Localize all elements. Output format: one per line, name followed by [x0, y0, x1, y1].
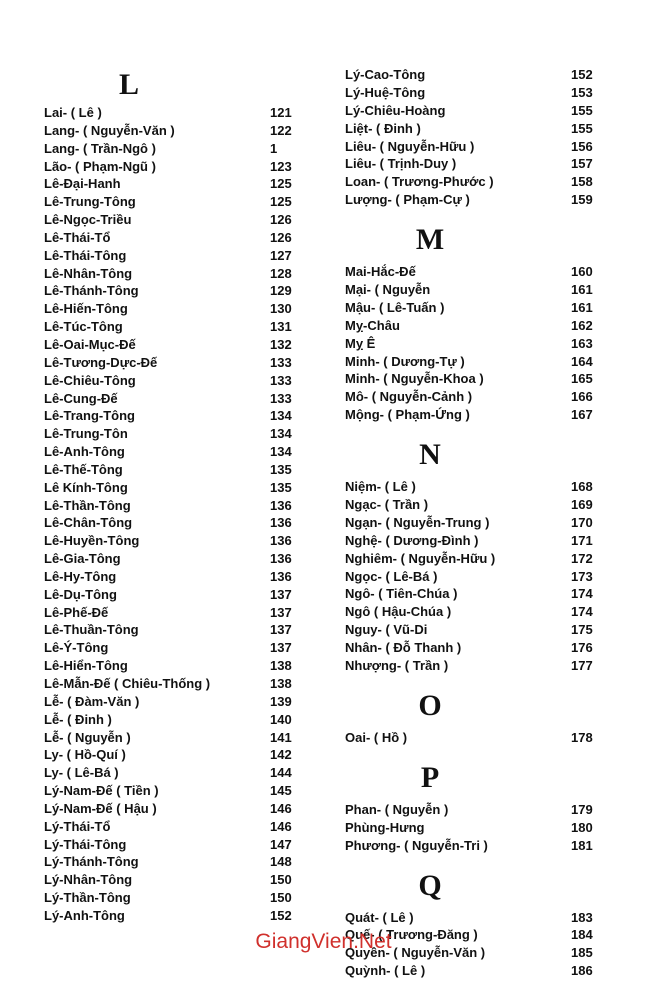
index-entry — [44, 550, 306, 568]
entry-page-number: 139 — [270, 693, 292, 709]
entry-name: Ngọc- ( Lê-Bá ) — [345, 568, 438, 584]
index-entry — [345, 585, 607, 603]
entry-name: Lê-Huyền-Tông — [44, 533, 140, 549]
section-letter-n: N — [419, 438, 441, 472]
index-entry — [345, 406, 607, 424]
index-entry — [345, 335, 607, 353]
entry-name: Minh- ( Nguyễn-Khoa ) — [345, 371, 484, 387]
index-entry — [345, 478, 607, 496]
entry-page-number: 155 — [571, 102, 593, 118]
entry-name: Lý-Thánh-Tông — [44, 854, 139, 870]
entry-name: Nhượng- ( Trần ) — [345, 658, 449, 674]
index-entry — [44, 657, 306, 675]
entry-name: Lê-Thái-Tổ — [44, 229, 111, 245]
entry-page-number: 145 — [270, 783, 292, 799]
index-entry — [345, 962, 607, 980]
entry-name: Quỳnh- ( Lê ) — [345, 963, 426, 979]
entry-page-number: 136 — [270, 551, 292, 567]
section-letter-q: Q — [418, 868, 442, 902]
entry-page-number: 161 — [571, 282, 593, 298]
entry-page-number: 159 — [571, 192, 593, 208]
entry-page-number: 136 — [270, 568, 292, 584]
index-entry — [44, 889, 306, 907]
entry-page-number: 135 — [270, 479, 292, 495]
entry-name: Lê-Thái-Tông — [44, 247, 127, 263]
entry-page-number: 153 — [571, 84, 593, 100]
entry-page-number: 136 — [270, 533, 292, 549]
entry-page-number: 168 — [571, 479, 593, 495]
entry-page-number: 135 — [270, 461, 292, 477]
entry-page-number: 172 — [571, 550, 593, 566]
entry-name: Lượng- ( Phạm-Cự ) — [345, 192, 470, 208]
entry-page-number: 164 — [571, 353, 593, 369]
index-entry — [44, 318, 306, 336]
entry-page-number: 146 — [270, 818, 292, 834]
entry-page-number: 170 — [571, 514, 593, 530]
entry-name: Mỵ-Châu — [345, 317, 400, 333]
entry-page-number: 166 — [571, 389, 593, 405]
entry-name: Lý-Thái-Tông — [44, 836, 127, 852]
entry-name: Lê-Dụ-Tông — [44, 586, 117, 602]
entry-page-number: 165 — [571, 371, 593, 387]
entry-name: Ngô- ( Tiên-Chúa ) — [345, 586, 458, 602]
entry-name: Lê-Mẫn-Đế ( Chiêu-Thống ) — [44, 676, 211, 691]
entry-name: Phan- ( Nguyễn ) — [345, 801, 449, 817]
entry-page-number: 142 — [270, 747, 292, 763]
index-entry — [44, 461, 306, 479]
entry-page-number: 127 — [270, 247, 292, 263]
entry-name: Lê-Thế-Tông — [44, 461, 123, 477]
entry-page-number: 1 — [270, 140, 278, 156]
entry-page-number: 134 — [270, 444, 292, 460]
index-entry — [345, 155, 607, 173]
index-entry — [44, 282, 306, 300]
index-entry — [345, 801, 607, 819]
entry-name: Lê-Anh-Tông — [44, 444, 125, 460]
entry-page-number: 121 — [270, 105, 292, 120]
index-entry — [345, 388, 607, 406]
index-entry — [345, 603, 607, 621]
entry-page-number: 122 — [270, 122, 292, 138]
entry-name: Quát- ( Lê ) — [345, 909, 414, 925]
entry-name: Lê-Thuần-Tông — [44, 622, 139, 638]
entry-page-number: 126 — [270, 229, 292, 245]
index-entry — [44, 193, 306, 211]
watermark-text: GiangVien.Net — [255, 930, 392, 953]
entry-page-number: 125 — [270, 176, 292, 192]
entry-name: Lang- ( Nguyễn-Văn ) — [44, 122, 175, 138]
entry-page-number: 130 — [270, 301, 292, 317]
entry-name: Ly- ( Hồ-Quí ) — [44, 747, 126, 763]
entry-name: Lê-Hiến-Tông — [44, 301, 128, 317]
index-entry — [44, 443, 306, 461]
entry-name: Nghệ- ( Dương-Đình ) — [345, 532, 479, 548]
index-entry — [44, 300, 306, 318]
entry-name: Nhân- ( Đỗ Thanh ) — [345, 640, 462, 656]
index-entry — [44, 336, 306, 354]
entry-name: Lê-Đại-Hanh — [44, 176, 121, 192]
entry-name: Nghiêm- ( Nguyễn-Hữu ) — [345, 550, 496, 566]
entry-name: Phương- ( Nguyễn-Tri ) — [345, 837, 488, 853]
entry-name: Lê-Trang-Tông — [44, 408, 135, 424]
index-entry — [345, 66, 607, 84]
entry-page-number: 186 — [571, 963, 593, 979]
entry-page-number: 150 — [270, 872, 292, 888]
entry-name: Mô- ( Nguyễn-Cảnh ) — [345, 389, 473, 405]
entry-name: Oai- ( Hồ ) — [345, 729, 408, 745]
entry-name: Loan- ( Trương-Phước ) — [345, 174, 494, 190]
index-entry — [345, 353, 607, 371]
entry-page-number: 160 — [571, 264, 593, 280]
entry-name: Lê Kính-Tông — [44, 479, 128, 495]
index-entry — [345, 299, 607, 317]
entry-name: Lý-Thái-Tổ — [44, 818, 111, 834]
index-column-left — [44, 66, 306, 925]
entry-name: Ngô ( Hậu-Chúa ) — [345, 604, 452, 620]
entry-page-number: 140 — [270, 711, 292, 727]
entry-page-number: 134 — [270, 408, 292, 424]
entry-page-number: 137 — [270, 640, 292, 656]
index-entry — [345, 317, 607, 335]
entry-page-number: 178 — [571, 729, 593, 745]
index-entry — [44, 229, 306, 247]
index-entry — [345, 263, 607, 281]
entry-name: Lê-Gia-Tông — [44, 551, 121, 567]
entry-page-number: 146 — [270, 800, 292, 816]
index-entry — [345, 532, 607, 550]
entry-page-number: 185 — [571, 945, 593, 961]
entry-page-number: 156 — [571, 138, 593, 154]
entry-page-number: 157 — [571, 156, 593, 172]
index-entry — [44, 586, 306, 604]
index-entry — [44, 604, 306, 622]
entry-name: Lý-Huệ-Tông — [345, 84, 426, 100]
entry-page-number: 131 — [270, 319, 292, 335]
section-letter-o: O — [418, 688, 442, 722]
index-entry — [44, 354, 306, 372]
entry-name: Lê-Trung-Tôn — [44, 426, 128, 442]
entry-name: Lê-Trung-Tông — [44, 194, 136, 210]
entry-name: Lê-Cung-Đế — [44, 390, 118, 406]
index-entry — [44, 211, 306, 229]
index-entry — [44, 907, 306, 925]
entry-page-number: 184 — [571, 927, 593, 943]
entry-page-number: 152 — [571, 67, 593, 82]
index-entry — [44, 104, 306, 122]
index-entry — [44, 800, 306, 818]
entry-page-number: 137 — [270, 622, 292, 638]
index-entry — [44, 836, 306, 854]
entry-page-number: 167 — [571, 407, 593, 423]
entry-name: Lê-Ngọc-Triều — [44, 212, 132, 228]
entry-name: Mỵ Ê — [345, 335, 376, 351]
entry-name: Lê-Túc-Tông — [44, 319, 123, 335]
index-entry — [345, 191, 607, 209]
index-entry — [44, 140, 306, 158]
entry-page-number: 152 — [270, 907, 292, 923]
index-entry — [44, 818, 306, 836]
index-entry — [44, 853, 306, 871]
entry-name: Ly- ( Lê-Bá ) — [44, 765, 119, 781]
index-entry — [345, 729, 607, 747]
entry-name: Lý-Nam-Đế ( Tiền ) — [44, 783, 159, 799]
entry-name: Mại- ( Nguyễn — [345, 282, 431, 298]
entry-name: Lang- ( Trần-Ngô ) — [44, 140, 156, 156]
entry-page-number: 136 — [270, 497, 292, 513]
entry-name: Lê-Nhân-Tông — [44, 265, 133, 281]
entry-name: Ngạc- ( Trần ) — [345, 497, 429, 513]
entry-page-number: 175 — [571, 622, 593, 638]
entry-page-number: 137 — [270, 604, 292, 620]
entry-page-number: 138 — [270, 658, 292, 674]
index-entry — [345, 837, 607, 855]
entry-page-number: 134 — [270, 426, 292, 442]
entry-page-number: 150 — [270, 890, 292, 906]
entry-page-number: 174 — [571, 604, 593, 620]
index-entry — [44, 711, 306, 729]
index-entry — [44, 390, 306, 408]
entry-page-number: 138 — [270, 676, 292, 691]
entry-name: Phùng-Hưng — [345, 819, 425, 835]
entry-page-number: 125 — [270, 194, 292, 210]
entry-name: Lê-Chân-Tông — [44, 515, 133, 531]
index-entry — [345, 370, 607, 388]
entry-name: Mậu- ( Lê-Tuấn ) — [345, 299, 445, 315]
index-entry — [44, 568, 306, 586]
entry-page-number: 141 — [270, 729, 292, 745]
entry-name: Lê-Tương-Dực-Đế — [44, 354, 158, 370]
entry-name: Niệm- ( Lê ) — [345, 479, 416, 495]
entry-name: Lễ- ( Đinh ) — [44, 711, 112, 727]
entry-page-number: 129 — [270, 283, 292, 299]
entry-name: Lễ- ( Nguyễn ) — [44, 729, 131, 745]
entry-name: Lý-Cao-Tông — [345, 67, 426, 82]
entry-name: Mộng- ( Phạm-Ứng ) — [345, 407, 470, 423]
entry-name: Quyền- ( Nguyễn-Văn ) — [345, 945, 486, 961]
entry-name: Lão- ( Phạm-Ngũ ) — [44, 158, 156, 174]
entry-page-number: 180 — [571, 819, 593, 835]
index-entry — [345, 173, 607, 191]
entry-page-number: 128 — [270, 265, 292, 281]
entry-name: Quế- ( Trương-Đăng ) — [345, 927, 478, 943]
entry-name: Lý-Anh-Tông — [44, 907, 125, 923]
entry-page-number: 174 — [571, 586, 593, 602]
entry-name: Liêu- ( Trịnh-Duy ) — [345, 156, 457, 172]
entry-page-number: 136 — [270, 515, 292, 531]
entry-name: Mai-Hắc-Đế — [345, 264, 416, 280]
index-entry — [44, 497, 306, 515]
entry-page-number: 123 — [270, 158, 292, 174]
entry-name: Minh- ( Dương-Tự ) — [345, 353, 465, 369]
entry-name: Lê-Hy-Tông — [44, 568, 117, 584]
index-entry — [44, 764, 306, 782]
entry-page-number: 147 — [270, 836, 292, 852]
index-entry — [345, 819, 607, 837]
index-entry — [44, 514, 306, 532]
index-entry — [44, 372, 306, 390]
index-entry — [345, 550, 607, 568]
entry-name: Lê-Phế-Đế — [44, 604, 109, 620]
index-entry — [44, 247, 306, 265]
entry-page-number: 148 — [270, 854, 292, 870]
section-letter-p: P — [420, 760, 440, 794]
entry-page-number: 133 — [270, 354, 292, 370]
entry-name: Lý-Nam-Đế ( Hậu ) — [44, 800, 157, 816]
entry-name: Lê-Ý-Tông — [44, 640, 109, 656]
entry-page-number: 155 — [571, 120, 593, 136]
index-entry — [44, 175, 306, 193]
index-entry — [345, 102, 607, 120]
index-entry — [44, 158, 306, 176]
index-entry — [44, 729, 306, 747]
entry-page-number: 173 — [571, 568, 593, 584]
index-entry — [345, 621, 607, 639]
section-letter-m: M — [415, 223, 445, 257]
entry-name: Liêu- ( Nguyễn-Hữu ) — [345, 138, 475, 154]
entry-name: Lý-Chiêu-Hoàng — [345, 102, 446, 118]
entry-name: Lê-Thần-Tông — [44, 497, 131, 513]
index-entry — [345, 909, 607, 927]
entry-page-number: 162 — [571, 317, 593, 333]
entry-page-number: 163 — [571, 335, 593, 351]
entry-name: Nguy- ( Vũ-Di — [345, 622, 428, 638]
entry-page-number: 181 — [571, 837, 593, 853]
index-entry — [345, 657, 607, 675]
section-letter-l: L — [118, 68, 139, 101]
index-entry — [44, 532, 306, 550]
index-entry — [44, 479, 306, 497]
entry-name: Lê-Oai-Mục-Đế — [44, 336, 136, 352]
entry-page-number: 179 — [571, 801, 593, 817]
entry-page-number: 137 — [270, 586, 292, 602]
index-entry — [44, 425, 306, 443]
entry-name: Lê-Hiển-Tông — [44, 658, 128, 674]
index-entry — [44, 871, 306, 889]
entry-page-number: 161 — [571, 299, 593, 315]
index-entry — [44, 782, 306, 800]
index-column-right — [345, 66, 607, 980]
index-entry — [345, 84, 607, 102]
entry-page-number: 176 — [571, 640, 593, 656]
entry-name: Ngạn- ( Nguyễn-Trung ) — [345, 514, 490, 530]
index-entry — [345, 496, 607, 514]
index-entry — [44, 122, 306, 140]
entry-page-number: 183 — [571, 909, 593, 925]
entry-name: Lý-Nhân-Tông — [44, 872, 133, 888]
entry-page-number: 126 — [270, 212, 292, 228]
index-entry — [345, 639, 607, 657]
entry-page-number: 132 — [270, 336, 292, 352]
index-entry — [44, 407, 306, 425]
index-entry — [44, 746, 306, 764]
index-entry — [345, 138, 607, 156]
index-entry — [44, 265, 306, 283]
entry-page-number: 133 — [270, 372, 292, 388]
entry-page-number: 171 — [571, 532, 593, 548]
entry-name: Lai- ( Lê ) — [44, 105, 102, 120]
entry-name: Lê-Thánh-Tông — [44, 283, 139, 299]
index-entry — [44, 639, 306, 657]
entry-name: Lý-Thần-Tông — [44, 890, 131, 906]
entry-page-number: 177 — [571, 658, 593, 674]
index-entry — [345, 281, 607, 299]
index-entry — [345, 568, 607, 586]
entry-page-number: 158 — [571, 174, 593, 190]
entry-page-number: 144 — [270, 765, 292, 781]
entry-name: Lê-Chiêu-Tông — [44, 372, 136, 388]
entry-page-number: 169 — [571, 497, 593, 513]
index-entry — [345, 120, 607, 138]
index-entry — [345, 514, 607, 532]
entry-page-number: 133 — [270, 390, 292, 406]
entry-name: Liệt- ( Đinh ) — [345, 120, 421, 136]
index-entry — [44, 621, 306, 639]
index-entry — [44, 693, 306, 711]
index-entry — [44, 675, 306, 693]
entry-name: Lễ- ( Đàm-Văn ) — [44, 693, 140, 709]
